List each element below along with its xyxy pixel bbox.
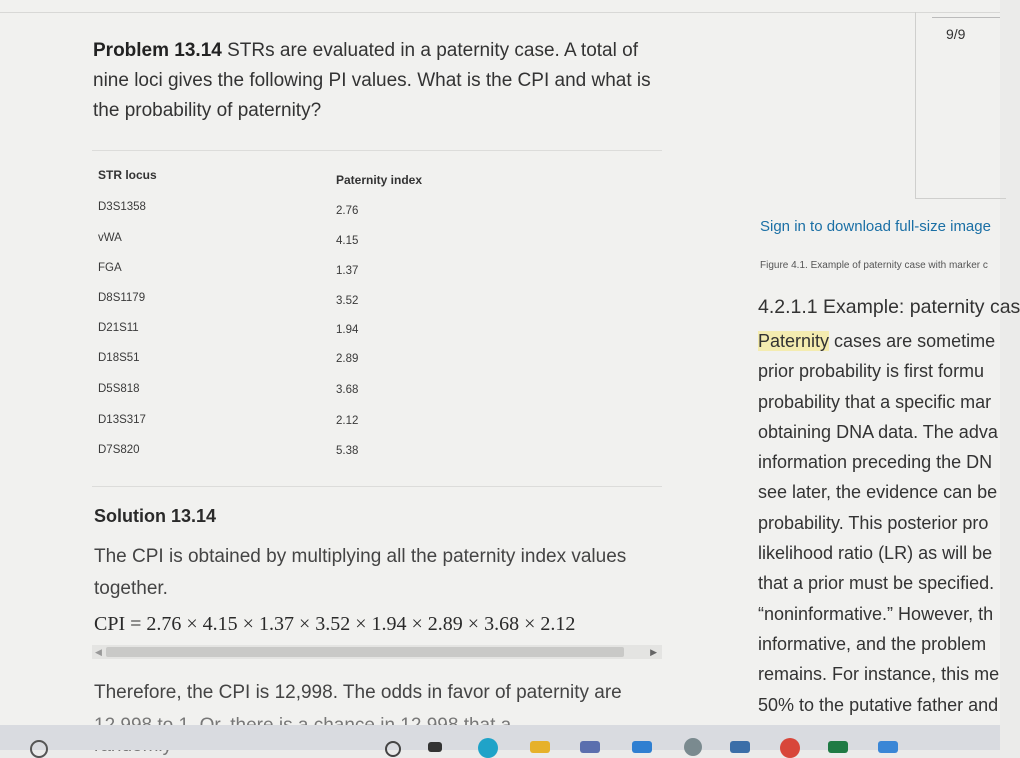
settings-icon[interactable] <box>684 738 702 756</box>
table-cell-pi: 3.68 <box>336 384 359 396</box>
mail-icon[interactable] <box>632 741 652 753</box>
table-cell-locus: D18S51 <box>98 352 140 364</box>
table-cell-locus: D13S317 <box>98 414 146 426</box>
table-bottom-rule <box>92 486 662 487</box>
windows-taskbar <box>0 725 1000 750</box>
paragraph-line: that a prior must be specified. <box>758 573 995 594</box>
calendar-icon[interactable] <box>730 741 750 753</box>
paragraph-line: informative, and the problem <box>758 633 987 654</box>
figure-counter-rule <box>932 17 1000 18</box>
table-cell-pi: 5.38 <box>336 445 359 457</box>
table-cell-locus: D3S1358 <box>98 201 146 213</box>
edge-icon[interactable] <box>478 738 498 758</box>
table-cell-pi: 1.37 <box>336 265 359 277</box>
problem-number: Problem 13.14 <box>93 40 222 61</box>
problem-text-line-3: the probability of paternity? <box>93 100 322 121</box>
widgets-icon[interactable] <box>428 742 442 752</box>
store-icon[interactable] <box>580 741 600 753</box>
problem-text-line-2: nine loci gives the following PI values. What is the CPI and what is <box>93 70 651 91</box>
scroll-left-arrow-icon[interactable]: ◀ <box>95 647 102 657</box>
column-header-paternity-index: Paternity index <box>336 173 423 187</box>
highlighted-word[interactable]: Paternity <box>758 331 830 351</box>
table-cell-pi: 3.52 <box>336 295 359 307</box>
table-cell-locus: D21S11 <box>98 322 139 334</box>
table-cell-pi: 2.89 <box>336 353 359 365</box>
paragraph-line: “noninformative.” However, th <box>758 603 994 624</box>
table-cell-pi: 4.15 <box>336 235 359 247</box>
search-icon[interactable] <box>30 740 48 758</box>
formula-horizontal-scrollbar[interactable] <box>92 645 662 659</box>
paragraph-line: 50% to the putative father and <box>758 694 999 715</box>
table-cell-locus: D5S818 <box>98 383 140 395</box>
paragraph-line: remains. For instance, this me <box>758 664 1000 685</box>
section-heading: 4.2.1.1 Example: paternity cas <box>758 296 1020 318</box>
problem-text-line-1: STRs are evaluated in a paternity case. A total of <box>221 40 638 61</box>
column-header-locus: STR locus <box>98 168 157 182</box>
table-cell-locus: D8S1179 <box>98 292 146 304</box>
section-paragraph <box>758 326 1018 720</box>
paragraph-line: prior probability is first formu <box>758 361 985 382</box>
table-cell-pi: 2.12 <box>336 415 359 427</box>
problem-statement <box>93 36 673 126</box>
paragraph-line: likelihood ratio (LR) as will be <box>758 543 993 564</box>
top-divider <box>0 12 1000 13</box>
solution-conclusion: Therefore, the CPI is 12,998. The odds in favor of paternity are <box>94 682 622 703</box>
table-top-rule <box>92 150 662 151</box>
solution-title: Solution 13.14 <box>94 506 217 526</box>
solution-text <box>94 541 654 605</box>
scroll-right-arrow-icon[interactable]: ▶ <box>650 647 657 657</box>
photos-icon[interactable] <box>878 741 898 753</box>
figure-caption: Figure 4.1. Example of paternity case with marker c <box>760 260 988 271</box>
cpi-formula: CPI = 2.76 × 4.15 × 1.37 × 3.52 × 1.94 × 2.89 × 3.68 × 2.12 <box>94 613 576 635</box>
excel-icon[interactable] <box>828 741 848 753</box>
scrollbar-thumb[interactable] <box>106 647 624 657</box>
paragraph-line: probability. This posterior pro <box>758 512 989 533</box>
solution-text-line-2: together. <box>94 578 168 599</box>
task-view-icon[interactable] <box>385 741 401 757</box>
chrome-icon[interactable] <box>780 738 800 758</box>
paragraph-line: see later, the evidence can be <box>758 482 998 503</box>
paragraph-line: information preceding the DN <box>758 452 993 473</box>
table-cell-locus: FGA <box>98 262 122 274</box>
paragraph-line: probability that a specific mar <box>758 391 992 412</box>
paragraph-line: obtaining DNA data. The adva <box>758 421 998 442</box>
file-explorer-icon[interactable] <box>530 741 550 753</box>
table-cell-pi: 1.94 <box>336 324 359 336</box>
solution-text-line-1: The CPI is obtained by multiplying all the paternity index values <box>94 546 627 567</box>
sign-in-download-link[interactable]: Sign in to download full-size image <box>760 218 991 235</box>
table-cell-locus: D7S820 <box>98 444 140 456</box>
figure-counter: 9/9 <box>946 26 966 42</box>
table-cell-pi: 2.76 <box>336 205 359 217</box>
paragraph-line: cases are sometime <box>829 331 996 351</box>
table-cell-locus: vWA <box>98 232 122 244</box>
